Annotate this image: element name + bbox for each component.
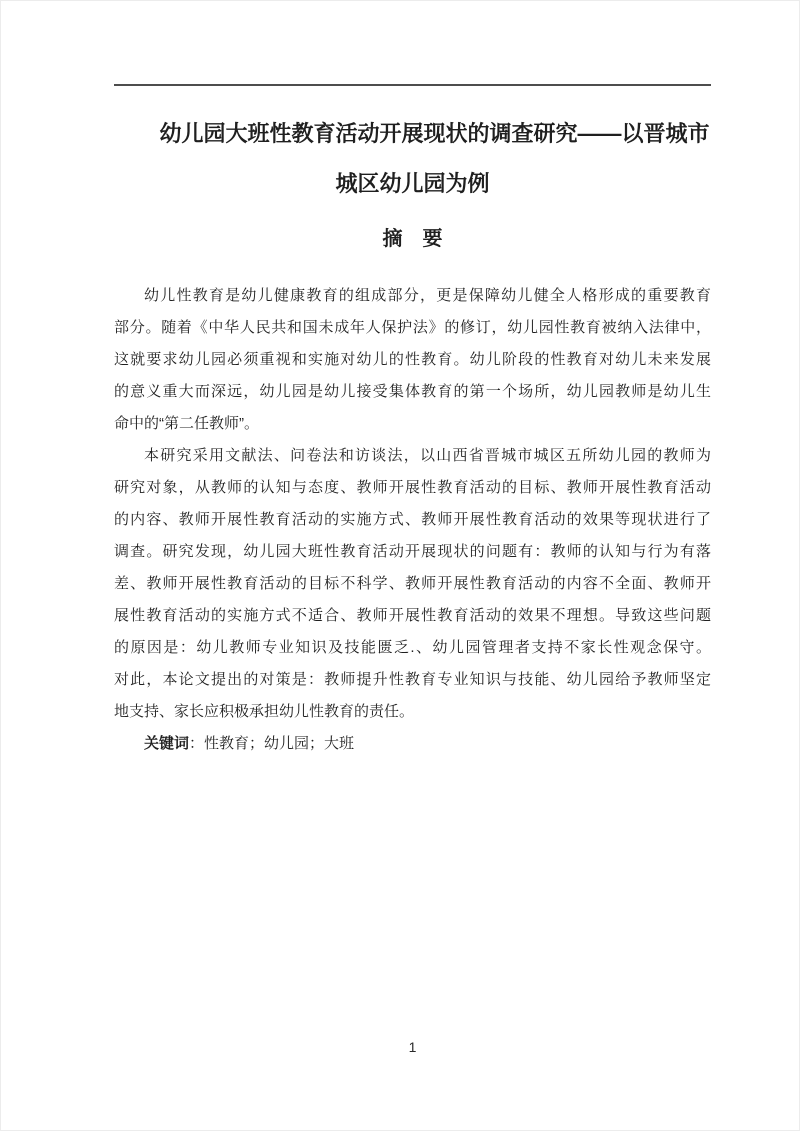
- keywords-label: 关键词: [144, 735, 190, 752]
- text-line: 对此，本论文提出的对策是：教师提升性教育专业知识与技能、幼儿园给予教师坚定: [114, 671, 711, 688]
- text-line: 差、教师开展性教育活动的目标不科学、教师开展性教育活动的内容不全面、教师开: [114, 575, 711, 592]
- text-line: 调查。研究发现，幼儿园大班性教育活动开展现状的问题有：教师的认知与行为有落: [114, 543, 711, 560]
- document-title: [114, 109, 711, 209]
- text-line: 命中的“第二任教师”。: [114, 415, 259, 432]
- text-line: 地支持、家长应积极承担幼儿性教育的责任。: [114, 703, 415, 720]
- title-line-1: 幼儿园大班性教育活动开展现状的调查研究——以晋城市: [159, 121, 710, 146]
- text-line: 这就要求幼儿园必须重视和实施对幼儿的性教育。幼儿阶段的性教育对幼儿未来发展: [114, 351, 711, 368]
- abstract-body: [114, 280, 711, 760]
- title-line-2: 城区幼儿园为例: [335, 171, 490, 196]
- text-line: 展性教育活动的实施方式不适合、教师开展性教育活动的效果不理想。导致这些问题: [114, 607, 711, 624]
- text-line: 部分。随着《中华人民共和国未成年人保护法》的修订，幼儿园性教育被纳入法律中，: [114, 319, 711, 336]
- text-line: 的原因是：幼儿教师专业知识及技能匮乏.、幼儿园管理者支持不家长性观念保守。: [114, 639, 711, 656]
- page-number: 1: [408, 1039, 417, 1055]
- text-line: 本研究采用文献法、问卷法和访谈法，以山西省晋城市城区五所幼儿园的教师为: [144, 447, 711, 464]
- text-line: 幼儿性教育是幼儿健康教育的组成部分，更是保障幼儿健全人格形成的重要教育: [144, 287, 711, 304]
- keywords-line: [114, 728, 711, 760]
- keywords-text: ：性教育；幼儿园；大班: [189, 735, 355, 752]
- text-line: 的意义重大而深远，幼儿园是幼儿接受集体教育的第一个场所，幼儿园教师是幼儿生: [114, 383, 711, 400]
- text-line: 的内容、教师开展性教育活动的实施方式、教师开展性教育活动的效果等现状进行了: [114, 511, 711, 528]
- abstract-heading: 摘 要: [382, 228, 443, 250]
- header-rule: [114, 84, 711, 86]
- text-line: 研究对象，从教师的认知与态度、教师开展性教育活动的目标、教师开展性教育活动: [114, 479, 711, 496]
